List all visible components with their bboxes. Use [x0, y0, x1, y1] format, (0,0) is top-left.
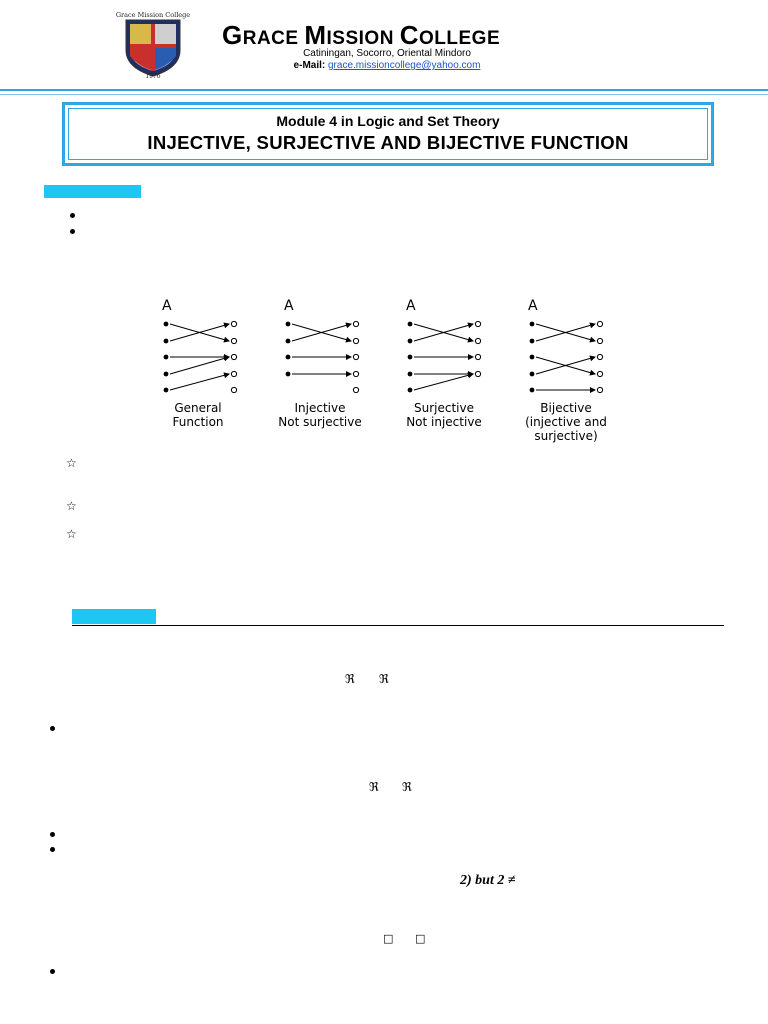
- module-subtitle: Module 4 in Logic and Set Theory: [276, 113, 500, 129]
- codomain-point: [475, 354, 480, 359]
- caption-bijective: Bijective (injective and surjective): [525, 401, 607, 443]
- star-bullet: ☆: [66, 527, 77, 541]
- codomain-point: [353, 321, 358, 326]
- star-bullet: ☆: [66, 456, 77, 470]
- set-label-a: A: [284, 298, 294, 314]
- header-rule-top: [0, 89, 768, 91]
- reals-symbol: ℜ: [402, 780, 412, 794]
- domain-point: [286, 339, 291, 344]
- mapping-arrow: [170, 357, 229, 374]
- bullet: [50, 847, 55, 852]
- bullet: [50, 969, 55, 974]
- codomain-point: [597, 371, 602, 376]
- module-title: INJECTIVE, SURJECTIVE AND BIJECTIVE FUNCTION: [147, 132, 629, 153]
- set-label-a: A: [528, 298, 538, 314]
- codomain-point: [353, 354, 358, 359]
- caption-surjective: Surjective Not injective: [406, 401, 482, 429]
- codomain-point: [475, 321, 480, 326]
- set-label-a: A: [406, 298, 416, 314]
- college-address: Catiningan, Socorro, Oriental Mindoro: [303, 48, 471, 59]
- section-heading-highlight-1: [44, 185, 141, 198]
- codomain-point: [475, 371, 480, 376]
- domain-point: [530, 339, 535, 344]
- bullet: [50, 726, 55, 731]
- bullet: [70, 229, 75, 234]
- codomain-point: [353, 338, 358, 343]
- domain-point: [164, 339, 169, 344]
- domain-point: [408, 355, 413, 360]
- caption-injective: Injective Not surjective: [278, 401, 362, 429]
- section-heading-highlight-2: [72, 609, 156, 624]
- college-name: GRACE MISSION COLLEGE: [222, 20, 501, 50]
- domain-point: [530, 355, 535, 360]
- star-bullet: ☆: [66, 499, 77, 513]
- missing-glyph: □: [415, 932, 426, 945]
- codomain-point: [231, 354, 236, 359]
- codomain-point: [231, 338, 236, 343]
- domain-point: [408, 322, 413, 327]
- section-underline: [72, 625, 724, 626]
- logo-year: 1976: [145, 73, 161, 78]
- domain-point: [408, 388, 413, 393]
- domain-point: [286, 355, 291, 360]
- domain-point: [408, 339, 413, 344]
- bullet: [70, 213, 75, 218]
- email-link[interactable]: grace.missioncollege@yahoo.com: [328, 60, 481, 71]
- domain-point: [286, 372, 291, 377]
- domain-point: [530, 322, 535, 327]
- bullet: [50, 832, 55, 837]
- codomain-point: [353, 387, 358, 392]
- domain-point: [530, 372, 535, 377]
- caption-general-function: General Function: [172, 401, 224, 429]
- domain-point: [164, 322, 169, 327]
- codomain-point: [231, 321, 236, 326]
- domain-point: [164, 372, 169, 377]
- mapping-arrow: [414, 374, 473, 390]
- example-text: 2) but 2 ≠: [460, 873, 516, 888]
- mapping-arrow: [170, 374, 229, 390]
- codomain-point: [597, 338, 602, 343]
- domain-point: [286, 322, 291, 327]
- codomain-point: [597, 321, 602, 326]
- module-title-box: [62, 102, 714, 166]
- codomain-point: [353, 371, 358, 376]
- reals-symbol: ℜ: [345, 672, 355, 686]
- domain-point: [530, 388, 535, 393]
- missing-glyph: □: [383, 932, 394, 945]
- codomain-point: [597, 387, 602, 392]
- set-label-a: A: [162, 298, 172, 314]
- reals-symbol: ℜ: [369, 780, 379, 794]
- domain-point: [164, 355, 169, 360]
- college-logo: [108, 10, 198, 78]
- function-types-figure: [150, 296, 630, 448]
- reals-symbol: ℜ: [379, 672, 389, 686]
- email-label: e-Mail:: [293, 60, 326, 71]
- header-rule-bottom: [0, 94, 768, 95]
- codomain-point: [475, 338, 480, 343]
- college-email-row: [222, 60, 552, 71]
- codomain-point: [231, 371, 236, 376]
- codomain-point: [231, 387, 236, 392]
- domain-point: [164, 388, 169, 393]
- codomain-point: [597, 354, 602, 359]
- domain-point: [408, 372, 413, 377]
- logo-text: Grace Mission College: [115, 11, 191, 19]
